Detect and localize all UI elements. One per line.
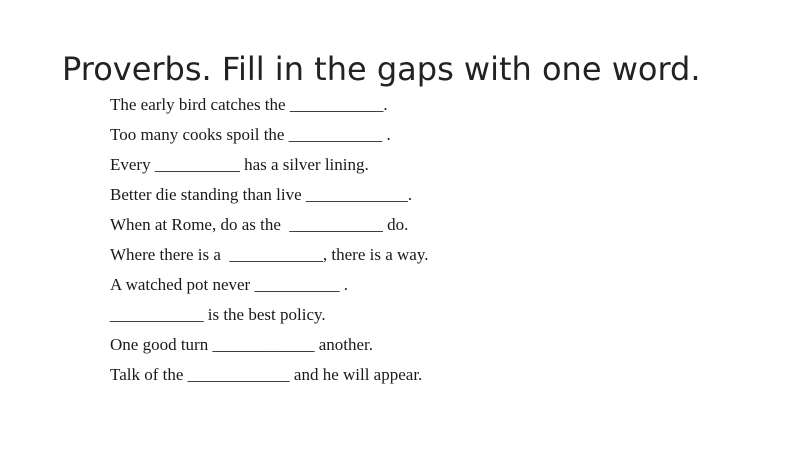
- list-item: [0, 120, 391, 150]
- item-text: Where there is a ___________, there is a way.: [110, 245, 429, 264]
- list-item: [0, 150, 369, 180]
- item-text: Talk of the ____________ and he will appear.: [110, 365, 423, 384]
- item-text: Too many cooks spoil the ___________ .: [110, 125, 391, 144]
- list-item: [0, 240, 429, 270]
- list-item: [0, 360, 423, 390]
- list-item: [0, 330, 373, 360]
- item-text: ___________ is the best policy.: [110, 305, 326, 324]
- item-text: When at Rome, do as the ___________ do.: [110, 215, 409, 234]
- list-item: [0, 180, 413, 210]
- page-title: Proverbs. Fill in the gaps with one word.: [62, 50, 701, 88]
- list-item: [0, 210, 409, 240]
- list-item: [0, 270, 348, 300]
- item-text: One good turn ____________ another.: [110, 335, 373, 354]
- list-item: [0, 90, 388, 120]
- item-text: Better die standing than live ____________.: [110, 185, 413, 204]
- item-text: A watched pot never __________ .: [110, 275, 348, 294]
- item-text: The early bird catches the ___________.: [110, 95, 388, 114]
- proverb-list: [0, 90, 429, 390]
- item-text: Every __________ has a silver lining.: [110, 155, 369, 174]
- list-item: [0, 300, 326, 330]
